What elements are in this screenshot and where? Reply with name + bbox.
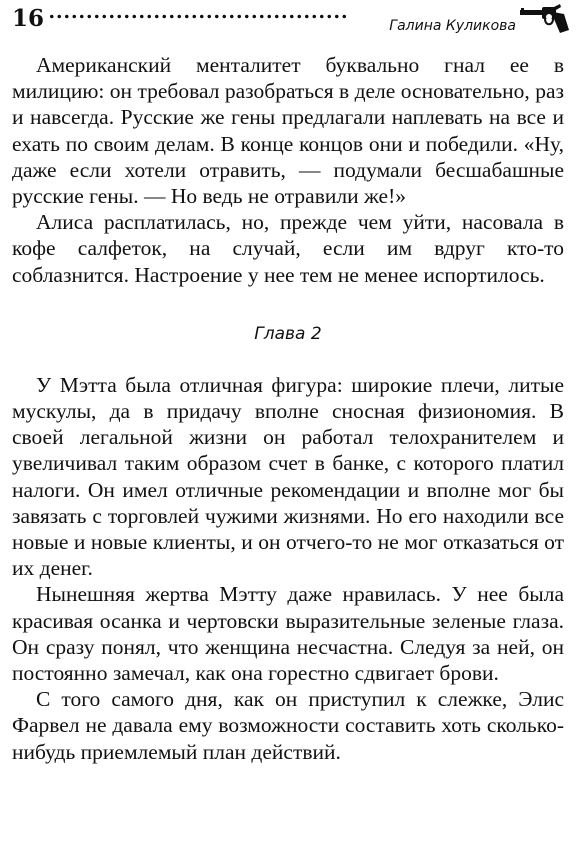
paragraph: Нынешняя жертва Мэтту даже нравилась. У нее была красивая осанка и чертовски выразительные зеленые глаза. Он сразу понял, что женщина несчастна. Следуя за ней, он постоянно замечал, как она горестно сдвигает брови. xyxy=(12,582,564,686)
dotted-rule xyxy=(48,14,348,19)
paragraph: Алиса расплатилась, но, прежде чем уйти, насовала в кофе салфеток, на случай, если им вдруг кто-то соблазнится. Настроение у нее тем не менее испортилось. xyxy=(12,210,564,287)
revolver-icon xyxy=(520,4,570,34)
page-number: 16 xyxy=(12,5,45,32)
paragraph: С того самого дня, как он приступил к слежке, Элис Фарвел не давала ему возможности составить хоть сколько-нибудь приемлемый план действий. xyxy=(12,687,564,764)
paragraph: Американский менталитет буквально гнал ее в милицию: он требовал разобраться в деле основательно, раз и навсегда. Русские же гены предлагали наплевать на все и ехать по своим делам. В конце концов они и победили. «Ну, даже если хотели отравить, — подумали бесшабашные русские гены. — Но ведь не отравили же!» xyxy=(12,53,564,209)
chapter-title: Глава 2 xyxy=(254,323,322,344)
paragraph: У Мэтта была отличная фигура: широкие плечи, литые мускулы, да в придачу вполне сносная физиономия. В своей легальной жизни он работал телохранителем и увеличивал таким образом счет в банке, с которого платил налоги. Он имел отличные рекомендации и вполне мог бы завязать с торговлей чужими жизнями. Но его находили все новые и новые клиенты, и он отчего-то не мог отказаться от их денег. xyxy=(12,372,564,581)
page-header xyxy=(0,0,576,40)
running-head-author: Галина Куликова xyxy=(389,18,516,34)
page-body xyxy=(12,52,564,765)
